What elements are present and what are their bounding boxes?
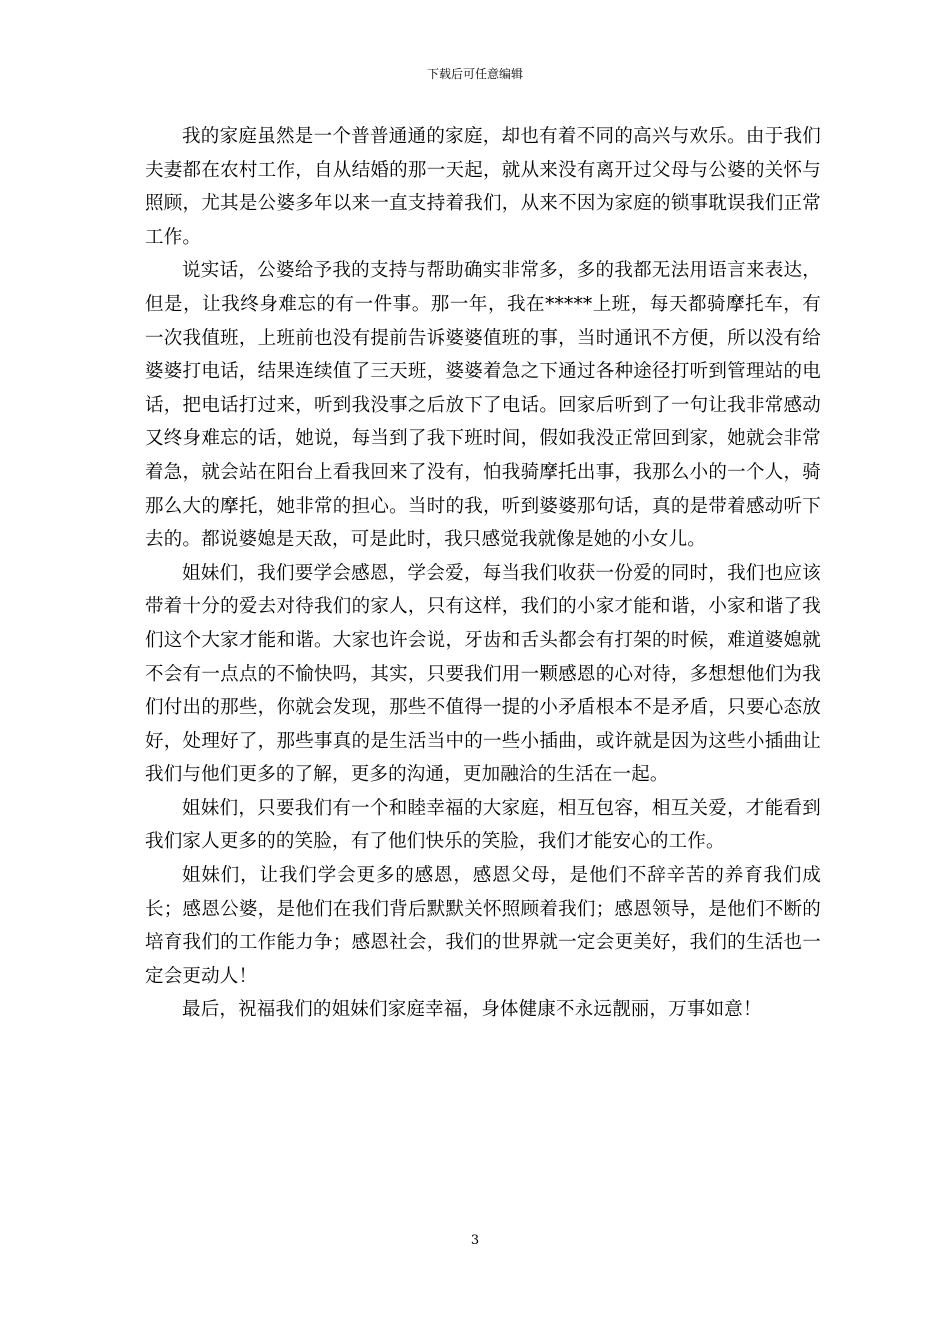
page-header: 下载后可任意编辑 — [426, 67, 523, 81]
document-body — [145, 120, 821, 1027]
paragraph: 我的家庭虽然是一个普普通通的家庭，却也有着不同的高兴与欢乐。由于我们夫妻都在农村工作，自从结婚的那一天起，就从来没有离开过父母与公婆的关怀与照顾，尤其是公婆多年以来一直支持着我们，从来不因为家庭的锁事耽误我们正常工作。 — [145, 126, 821, 248]
paragraph: 姐妹们，只要我们有一个和睦幸福的大家庭，相互包容，相互关爱，才能看到我们家人更多的的笑脸，有了他们快乐的笑脸，我们才能安心的工作。 — [145, 797, 821, 853]
paragraph: 最后，祝福我们的姐妹们家庭幸福，身体健康不永远靓丽，万事如意！ — [182, 999, 762, 1021]
page-number: 3 — [470, 1233, 480, 1248]
paragraph: 姐妹们，我们要学会感恩，学会爱，每当我们收获一份爱的同时，我们也应该带着十分的爱去对待我们的家人，只有这样，我们的小家才能和谐，小家和谐了我们这个大家才能和谐。大家也许会说，牙齿和舌头都会有打架的时候，难道婆媳就不会有一点点的不愉快吗，其实，只要我们用一颗感恩的心对待，多想想他们为我们付出的那些，你就会发现，那些不值得一提的小矛盾根本不是矛盾，只要心态放好，处理好了，那些事真的是生活当中的一些小插曲，或许就是因为这些小插曲让我们与他们更多的了解，更多的沟通，更加融洽的生活在一起。 — [145, 562, 821, 786]
paragraph: 姐妹们，让我们学会更多的感恩，感恩父母，是他们不辞辛苦的养育我们成长；感恩公婆，是他们在我们背后默默关怀照顾着我们；感恩领导，是他们不断的培育我们的工作能力争；感恩社会，我们的世界就一定会更美好，我们的生活也一定会更动人！ — [145, 865, 821, 987]
paragraph: 说实话，公婆给予我的支持与帮助确实非常多，多的我都无法用语言来表达，但是，让我终身难忘的有一件事。那一年，我在*****上班，每天都骑摩托车，有一次我值班，上班前也没有提前告诉婆婆值班的事，当时通讯不方便，所以没有给婆婆打电话，结果连续值了三天班，婆婆着急之下通过各种途径打听到管理站的电话，把电话打过来，听到我没事之后放下了电话。回家后听到了一句让我非常感动又终身难忘的话，她说，每当到了我下班时间，假如我没正常回到家，她就会非常着急，就会站在阳台上看我回来了没有，怕我骑摩托出事，我那么小的一个人，骑那么大的摩托，她非常的担心。当时的我，听到婆婆那句话，真的是带着感动听下去的。都说婆媳是天敌，可是此时，我只感觉我就像是她的小女儿。 — [145, 260, 821, 551]
